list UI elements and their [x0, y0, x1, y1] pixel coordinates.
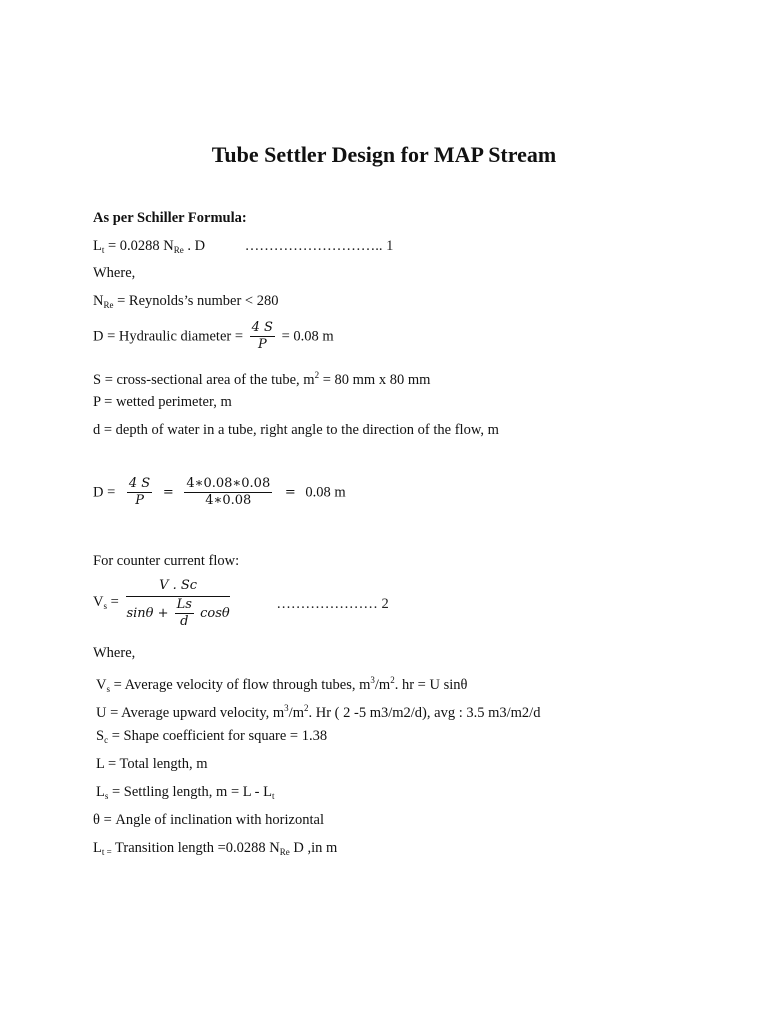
- nre-sub: Re: [103, 300, 114, 310]
- dcalc-result: 0.08 m: [305, 484, 346, 501]
- vs-def-mid: /m: [374, 677, 391, 693]
- vs-def-pre: = Average velocity of flow through tubes, m: [110, 677, 371, 693]
- vs-lhs-sub: s: [103, 601, 107, 611]
- vs-eq-sign: =: [107, 594, 119, 610]
- ls-def-sub2: t: [272, 791, 275, 801]
- ls-def-main: L: [96, 784, 105, 800]
- vs-def-sup2: 2: [390, 675, 395, 685]
- lt-def-post: D ,in m: [289, 840, 338, 856]
- vs-definition: [96, 671, 467, 698]
- sc-def-main: S: [96, 728, 105, 744]
- dcalc-f2-num: 4∗0.08∗0.08: [186, 476, 271, 491]
- sc-definition: [96, 727, 327, 749]
- sc-def-sub: c: [104, 735, 109, 745]
- vs-dots: ………………… 2: [276, 596, 389, 612]
- dcalc-f2-den: 4∗0.08: [205, 493, 252, 508]
- depth-definition: d = depth of water in a tube, right angle to the direction of the flow, m: [93, 422, 499, 438]
- u-def-sup1: 3: [284, 703, 289, 713]
- counter-current-heading: For counter current flow:: [93, 553, 240, 569]
- vs-den: [126, 597, 229, 630]
- d-frac-den: P: [257, 337, 267, 352]
- where-label-2: Where,: [93, 645, 136, 661]
- s-sup: 2: [314, 370, 320, 380]
- eq1-dots: ……………………….. 1: [244, 238, 394, 254]
- eq1-lhs-sub: t: [101, 245, 105, 255]
- dcalc-eq: =: [162, 484, 174, 500]
- s-post: = 80 mm x 80 mm: [319, 372, 431, 388]
- ls-def-sub: s: [104, 791, 109, 801]
- u-def-sup2: 2: [303, 703, 309, 713]
- lt-def-main: L: [93, 840, 102, 856]
- dcalc-frac2: [184, 476, 272, 509]
- d-post: = 0.08 m: [277, 328, 334, 345]
- vs-inner-den: d: [180, 614, 189, 629]
- s-pre: S = cross-sectional area of the tube, m: [93, 372, 315, 388]
- dcalc-frac1: [127, 476, 152, 509]
- vs-fraction: [126, 578, 229, 630]
- d-frac-num: 4 S: [251, 320, 273, 335]
- lt-def-pre: Transition length =0.0288 N: [111, 840, 280, 856]
- sc-def-post: = Shape coefficient for square = 1.38: [108, 728, 328, 744]
- eq1-rhs-sub: Re: [173, 245, 184, 255]
- vs-def-sub: s: [106, 684, 110, 694]
- p-definition: P = wetted perimeter, m: [93, 394, 232, 410]
- page-title: Tube Settler Design for MAP Stream: [211, 142, 557, 167]
- vs-lhs: [93, 594, 119, 610]
- lt-def-sub2: Re: [279, 847, 290, 857]
- dcalc-eq2: =: [284, 484, 296, 500]
- where-label-1: Where,: [93, 265, 136, 281]
- vs-num: V . Sc: [126, 578, 229, 597]
- nre-text: = Reynolds’s number < 280: [113, 293, 279, 309]
- dcalc-f1-num: 4 S: [128, 476, 151, 491]
- vs-inner-num: Ls: [176, 597, 192, 612]
- vs-def-main: V: [96, 677, 107, 693]
- vs-def-post: . hr = U sinθ: [394, 677, 468, 693]
- vs-def-sup1: 3: [370, 675, 375, 685]
- vs-inner-frac: [175, 597, 194, 630]
- nre-symbol: N: [93, 293, 104, 309]
- ls-definition: [96, 783, 275, 805]
- d-pre: D = Hydraulic diameter =: [93, 328, 247, 345]
- eq1-rhs: = 0.0288 N: [104, 238, 174, 254]
- vs-den-pre: sinθ +: [126, 606, 169, 621]
- dcalc-f1-den: P: [135, 493, 144, 508]
- schiller-heading: As per Schiller Formula:: [93, 210, 247, 226]
- u-def-mid: /m: [288, 705, 304, 721]
- equation-1: [93, 237, 393, 259]
- u-def-post: . Hr ( 2 -5 m3/m2/d), avg : 3.5 m3/m2/d: [308, 705, 541, 721]
- dcalc-lhs: D =: [93, 484, 116, 501]
- eq1-rhs-post: . D: [183, 238, 206, 254]
- l-definition: L = Total length, m: [96, 756, 208, 772]
- settling-velocity-equation: [93, 578, 389, 630]
- eq1-lhs: L: [93, 238, 102, 254]
- u-definition: [96, 699, 540, 722]
- lt-definition: [93, 839, 337, 861]
- vs-den-post: cosθ: [200, 606, 230, 621]
- diameter-calculation: [93, 476, 346, 509]
- hydraulic-diameter-definition: [93, 320, 334, 353]
- s-definition: [93, 366, 430, 389]
- nre-definition: [93, 292, 278, 314]
- ls-def-pre: = Settling length, m = L - L: [108, 784, 272, 800]
- lt-def-sub: t =: [101, 847, 112, 857]
- d-fraction: [250, 320, 275, 353]
- u-def-pre: U = Average upward velocity, m: [96, 705, 285, 721]
- theta-definition: θ = Angle of inclination with horizontal: [93, 812, 324, 828]
- vs-lhs-main: V: [93, 594, 104, 610]
